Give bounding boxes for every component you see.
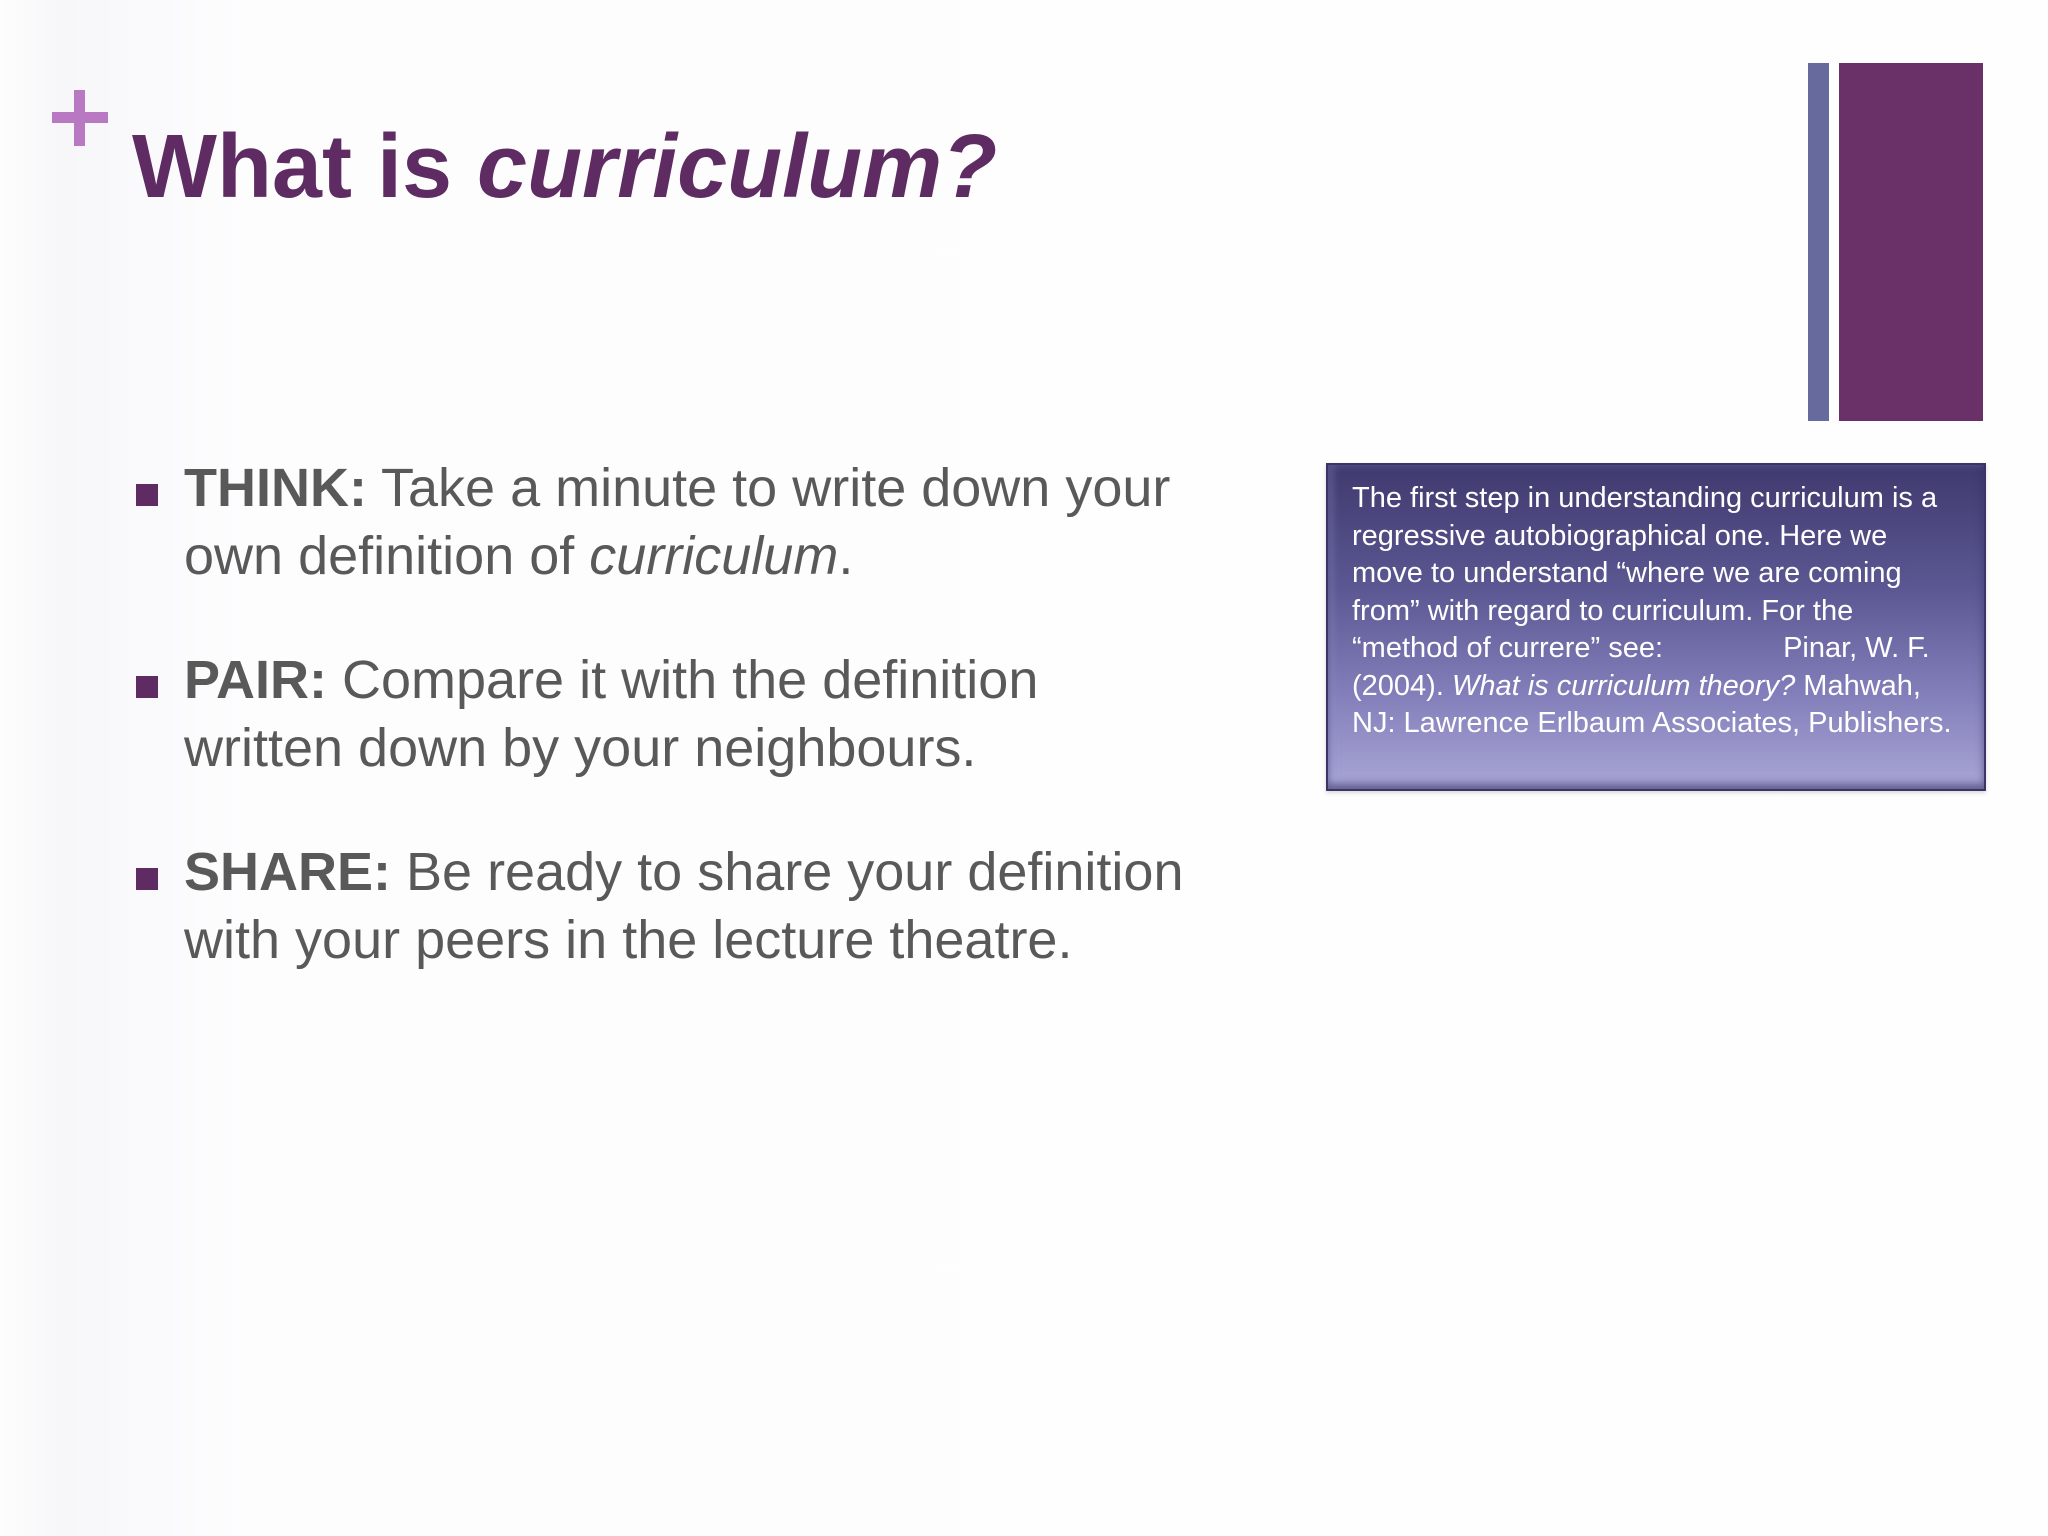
note-author: Pinar, W. F. (2004).	[1352, 632, 1930, 702]
slide-title	[132, 118, 997, 217]
note-citation-rest: Mahwah, NJ: Lawrence Erlbaum Associates, Publishers.	[1352, 669, 1952, 739]
bullet-text-end: .	[838, 526, 854, 586]
decorative-bar-thick	[1839, 63, 1983, 421]
title-emphasis: curriculum?	[477, 117, 998, 217]
bullet-emphasis: curriculum	[589, 526, 839, 586]
note-text: The first step in understanding curriculum is a regressive autobiographical one. Here we move to understand “where we are coming from” with regard to curriculum. For the “method of currere” see:	[1352, 482, 1938, 664]
bullet-list	[134, 454, 1194, 1030]
citation-note-box	[1326, 463, 1986, 791]
bullet-text: Take a minute to write down your own definition of	[184, 458, 1171, 586]
bullet-pair	[134, 646, 1194, 782]
note-citation-title: What is curriculum theory?	[1451, 669, 1796, 702]
bullet-think	[134, 454, 1194, 590]
bullet-square-icon	[136, 484, 158, 506]
bullet-share	[134, 838, 1194, 974]
plus-icon	[52, 90, 108, 146]
decorative-bar-thin	[1808, 63, 1829, 421]
title-text: What is	[132, 117, 478, 217]
bullet-text: Be ready to share your definition with your peers in the lecture theatre.	[184, 842, 1184, 970]
bullet-lead: PAIR:	[184, 650, 327, 710]
bullet-square-icon	[136, 676, 158, 698]
bullet-text: Compare it with the definition written down by your neighbours.	[184, 650, 1039, 778]
bullet-lead: THINK:	[184, 458, 367, 518]
bullet-square-icon	[136, 868, 158, 890]
bullet-lead: SHARE:	[184, 842, 392, 902]
